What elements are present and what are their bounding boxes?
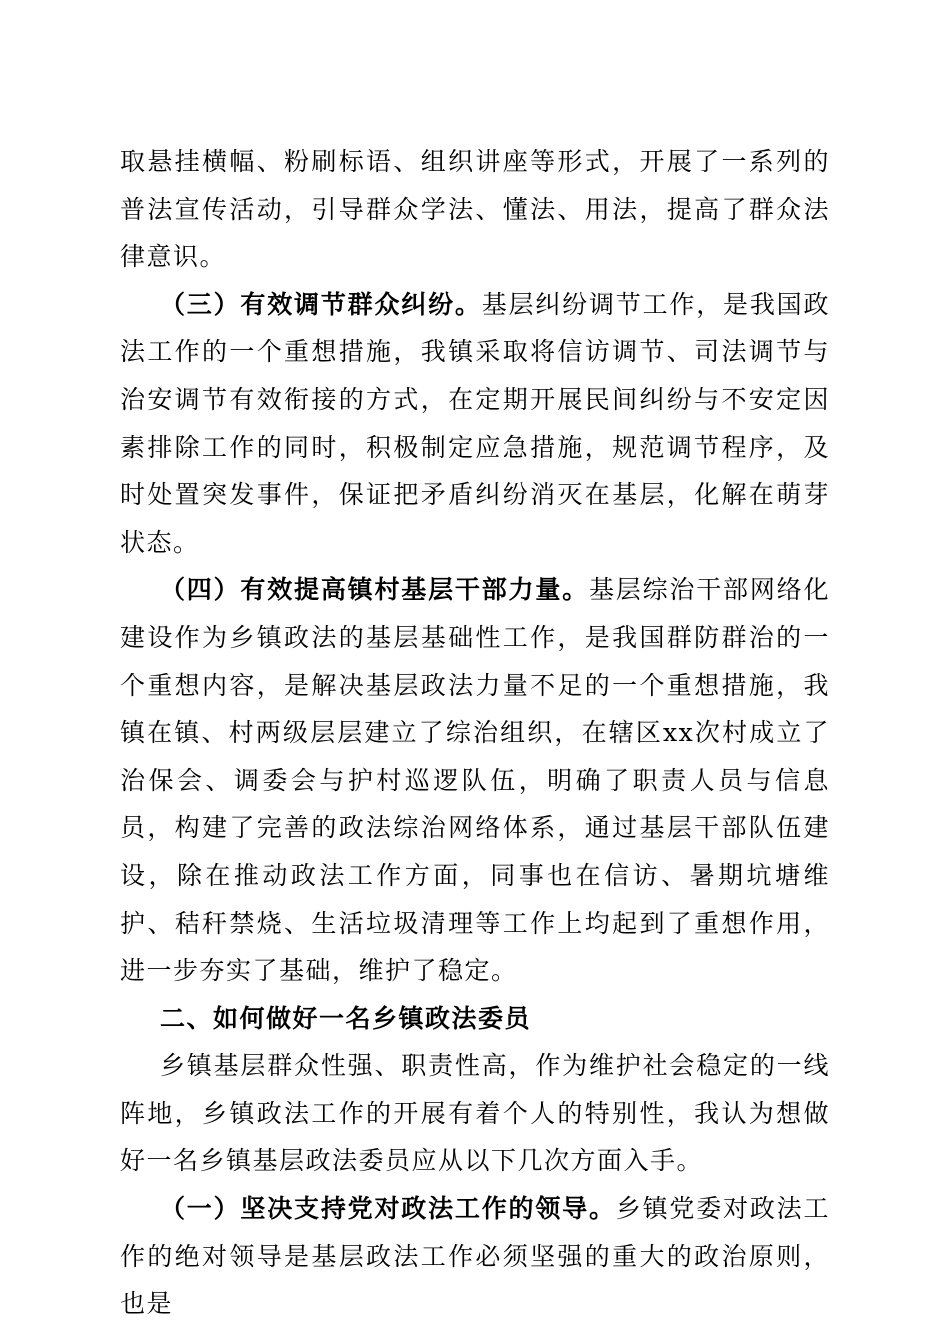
paragraph-dispute-mediation — [120, 281, 830, 567]
subheading-dispute-mediation: （三）有效调节群众纠纷。 — [160, 289, 482, 319]
paragraph-propaganda: 取悬挂横幅、粉刷标语、组织讲座等形式，开展了一系列的普法宣传活动，引导群众学法、懂法、用法，提高了群众法律意识。 — [120, 147, 830, 272]
paragraph-cadre-strength — [120, 566, 830, 994]
paragraph-party-leadership — [120, 1185, 830, 1328]
subheading-party-leadership: （一）坚决支持党对政法工作的领导。 — [160, 1194, 616, 1224]
paragraph-dispute-mediation-body: 基层纠纷调节工作，是我国政法工作的一个重想措施，我镇采取将信访调节、司法调节与治安调节有效衔接的方式，在定期开展民间纠纷与不安定因素排除工作的同时，积极制定应急措施，规范调节程序，及时处置突发事件，保证把矛盾纠纷消灭在基层，化解在萌芽状态。 — [120, 289, 830, 557]
subheading-cadre-strength: （四）有效提高镇村基层干部力量。 — [160, 575, 589, 605]
paragraph-intro: 乡镇基层群众性强、职责性高，作为维护社会稳定的一线阵地，乡镇政法工作的开展有着个人的特别性，我认为想做好一名乡镇基层政法委员应从以下几次方面入手。 — [120, 1051, 830, 1176]
section-heading: 二、如何做好一名乡镇政法委员 — [160, 1003, 532, 1033]
paragraph-cadre-strength-body: 基层综治干部网络化建设作为乡镇政法的基层基础性工作，是我国群防群治的一个重想内容，是解决基层政法力量不足的一个重想措施，我镇在镇、村两级层层建立了综治组织，在辖区xx次村成立了治保会、调委会与护村巡逻队伍，明确了职责人员与信息员，构建了完善的政法综治网络体系，通过基层干部队伍建设，除在推动政法工作方面，同事也在信访、暑期坑塘维护、秸秆禁烧、生活垃圾清理等工作上均起到了重想作用，进一步夯实了基础，维护了稳定。 — [120, 575, 830, 986]
paragraph-party-leadership-body: 乡镇党委对政法工作的绝对领导是基层政法工作必须坚强的重大的政治原则，也是 — [120, 1194, 830, 1319]
document-page — [120, 138, 830, 1328]
